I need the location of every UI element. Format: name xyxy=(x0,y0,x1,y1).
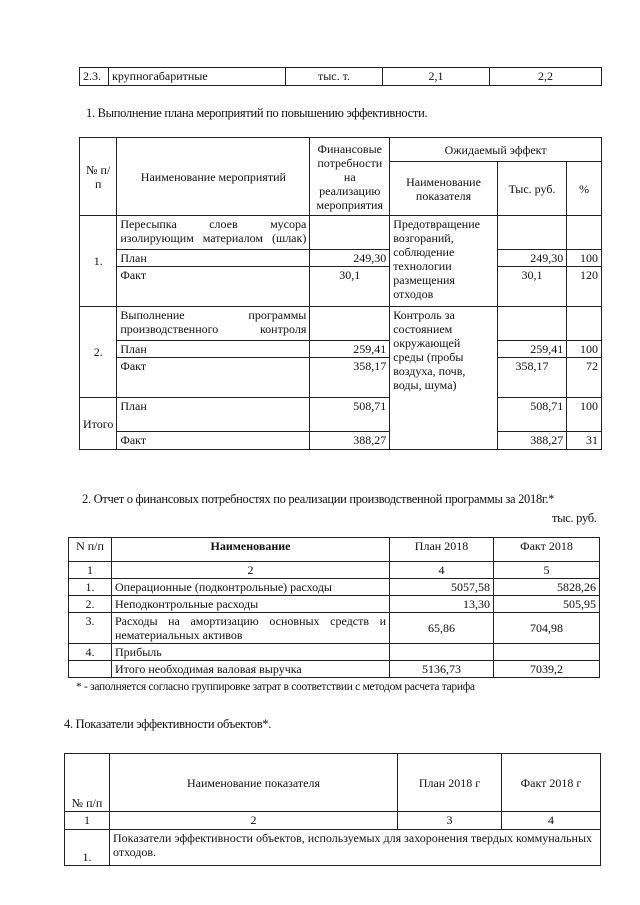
total-plan-rub: 508,71 xyxy=(497,398,566,432)
fin-colnum-1: 1 xyxy=(69,562,112,579)
row1-empty-rub xyxy=(497,216,566,250)
top-row-num: 2.3. xyxy=(80,68,109,86)
row2-name: Выполнение программы производственного контроля xyxy=(117,307,310,341)
row1-num: 1. xyxy=(80,216,117,307)
fin-colnum-3: 4 xyxy=(390,562,494,579)
row2-num: 2. xyxy=(80,307,117,398)
row2-fact-fin: 358,17 xyxy=(310,358,390,398)
section2-title: 2. Отчет о финансовых потребностях по реализации производственной программы за 2018г.* xyxy=(82,492,555,506)
fin-row5-name: Итого необходимая валовая выручка xyxy=(112,661,390,678)
fin-row2-num: 2. xyxy=(69,596,112,613)
fin-row3-plan: 65,86 xyxy=(390,613,494,644)
top-row-v1: 2,1 xyxy=(383,68,490,86)
section1-title: 1. Выполнение плана мероприятий по повышению эффективности. xyxy=(86,106,428,120)
fin-colnum-4: 5 xyxy=(494,562,600,579)
hdr-rub: Тыс. руб. xyxy=(497,162,566,216)
hdr-fin: Финансовые потребности на реализацию мероприятия xyxy=(310,138,390,216)
row1-fact-label: Факт xyxy=(117,267,310,307)
eff-hdr-name: Наименование показателя xyxy=(110,754,398,812)
row2-plan-label: План xyxy=(117,341,310,358)
eff-hdr-num: № п/п xyxy=(65,754,110,812)
row2-plan-fin: 259,41 xyxy=(310,341,390,358)
fin-row4-plan xyxy=(390,644,494,661)
fin-hdr-name: Наименование xyxy=(112,538,390,562)
row1-fact-fin: 30,1 xyxy=(310,267,390,307)
fin-row2-plan: 13,30 xyxy=(390,596,494,613)
eff-hdr-fact: Факт 2018 г xyxy=(502,754,601,812)
fin-row4-name: Прибыль xyxy=(112,644,390,661)
row1-plan-fin: 249,30 xyxy=(310,250,390,267)
measures-table xyxy=(79,137,602,450)
eff-colnum-1: 1 xyxy=(65,812,110,830)
section2-units: тыс. руб. xyxy=(552,511,597,525)
total-fact-label: Факт xyxy=(117,432,310,450)
total-plan-pct: 100 xyxy=(567,398,602,432)
fin-row3-fact: 704,98 xyxy=(494,613,600,644)
eff-hdr-plan: План 2018 г xyxy=(398,754,502,812)
row1-plan-rub: 249,30 xyxy=(497,250,566,267)
row2-empty-pct xyxy=(567,307,602,341)
row2-empty-rub xyxy=(497,307,566,341)
fin-row3-num: 3. xyxy=(69,613,112,644)
row2-indicator: Контроль за состоянием окружающей среды (пробы воздуха, почв, воды, шума) xyxy=(390,307,498,450)
total-plan-label: План xyxy=(117,398,310,432)
row1-fact-pct: 120 xyxy=(567,267,602,307)
fin-row5-num xyxy=(69,661,112,678)
row2-fact-pct: 72 xyxy=(567,358,602,398)
eff-colnum-2: 2 xyxy=(110,812,398,830)
row1-indicator: Предотвращение возгораний, соблюдение технологии размещения отходов xyxy=(390,216,498,307)
total-fact-rub: 388,27 xyxy=(497,432,566,450)
total-fact-pct: 31 xyxy=(567,432,602,450)
row2-fact-rub: 358,17 xyxy=(497,358,566,398)
total-label: Итого xyxy=(80,398,117,450)
fin-row5-plan: 5136,73 xyxy=(390,661,494,678)
eff-colnum-4: 4 xyxy=(502,812,601,830)
fin-row2-fact: 505,95 xyxy=(494,596,600,613)
total-plan-fin: 508,71 xyxy=(310,398,390,432)
hdr-indicator: Наименование показателя xyxy=(390,162,498,216)
row1-name: Пересыпка слоев мусора изолирующим материалом (шлак) xyxy=(117,216,310,250)
top-row-unit: тыс. т. xyxy=(286,68,383,86)
total-fact-fin: 388,27 xyxy=(310,432,390,450)
fin-hdr-plan: План 2018 xyxy=(390,538,494,562)
fin-row2-name: Неподконтрольные расходы xyxy=(112,596,390,613)
row2-fact-label: Факт xyxy=(117,358,310,398)
fin-row4-num: 4. xyxy=(69,644,112,661)
top-row-name: крупногабаритные xyxy=(109,68,286,86)
section2-footnote: * - заполняется согласно группировке затрат в соответствии с методом расчета тарифа xyxy=(76,681,475,693)
fin-row1-num: 1. xyxy=(69,579,112,596)
row1-plan-label: План xyxy=(117,250,310,267)
row1-plan-pct: 100 xyxy=(567,250,602,267)
row1-empty xyxy=(310,216,390,250)
row2-plan-rub: 259,41 xyxy=(497,341,566,358)
row2-plan-pct: 100 xyxy=(567,341,602,358)
hdr-pct: % xyxy=(567,162,602,216)
row1-fact-rub: 30,1 xyxy=(497,267,566,307)
hdr-name: Наименование мероприятий xyxy=(117,138,310,216)
fin-hdr-num: N п/п xyxy=(69,538,112,562)
fin-row3-name: Расходы на амортизацию основных средств и нематериальных активов xyxy=(112,613,390,644)
eff-row1-name: Показатели эффективности объектов, используемых для захоронения твердых коммунальных отходов. xyxy=(110,830,601,866)
fin-row1-fact: 5828,26 xyxy=(494,579,600,596)
top-row-table xyxy=(79,67,602,86)
fin-hdr-fact: Факт 2018 xyxy=(494,538,600,562)
hdr-num: № п/п xyxy=(80,138,117,216)
fin-row1-name: Операционные (подконтрольные) расходы xyxy=(112,579,390,596)
fin-colnum-2: 2 xyxy=(112,562,390,579)
finance-table xyxy=(68,537,600,678)
eff-row1-num: 1. xyxy=(65,830,110,866)
row2-empty xyxy=(310,307,390,341)
fin-row4-fact xyxy=(494,644,600,661)
hdr-effect: Ожидаемый эффект xyxy=(390,138,602,162)
section4-title: 4. Показатели эффективности объектов*. xyxy=(64,717,272,731)
fin-row1-plan: 5057,58 xyxy=(390,579,494,596)
row1-empty-pct xyxy=(567,216,602,250)
top-row-v2: 2,2 xyxy=(490,68,602,86)
efficiency-table xyxy=(64,753,601,866)
eff-colnum-3: 3 xyxy=(398,812,502,830)
fin-row5-fact: 7039,2 xyxy=(494,661,600,678)
